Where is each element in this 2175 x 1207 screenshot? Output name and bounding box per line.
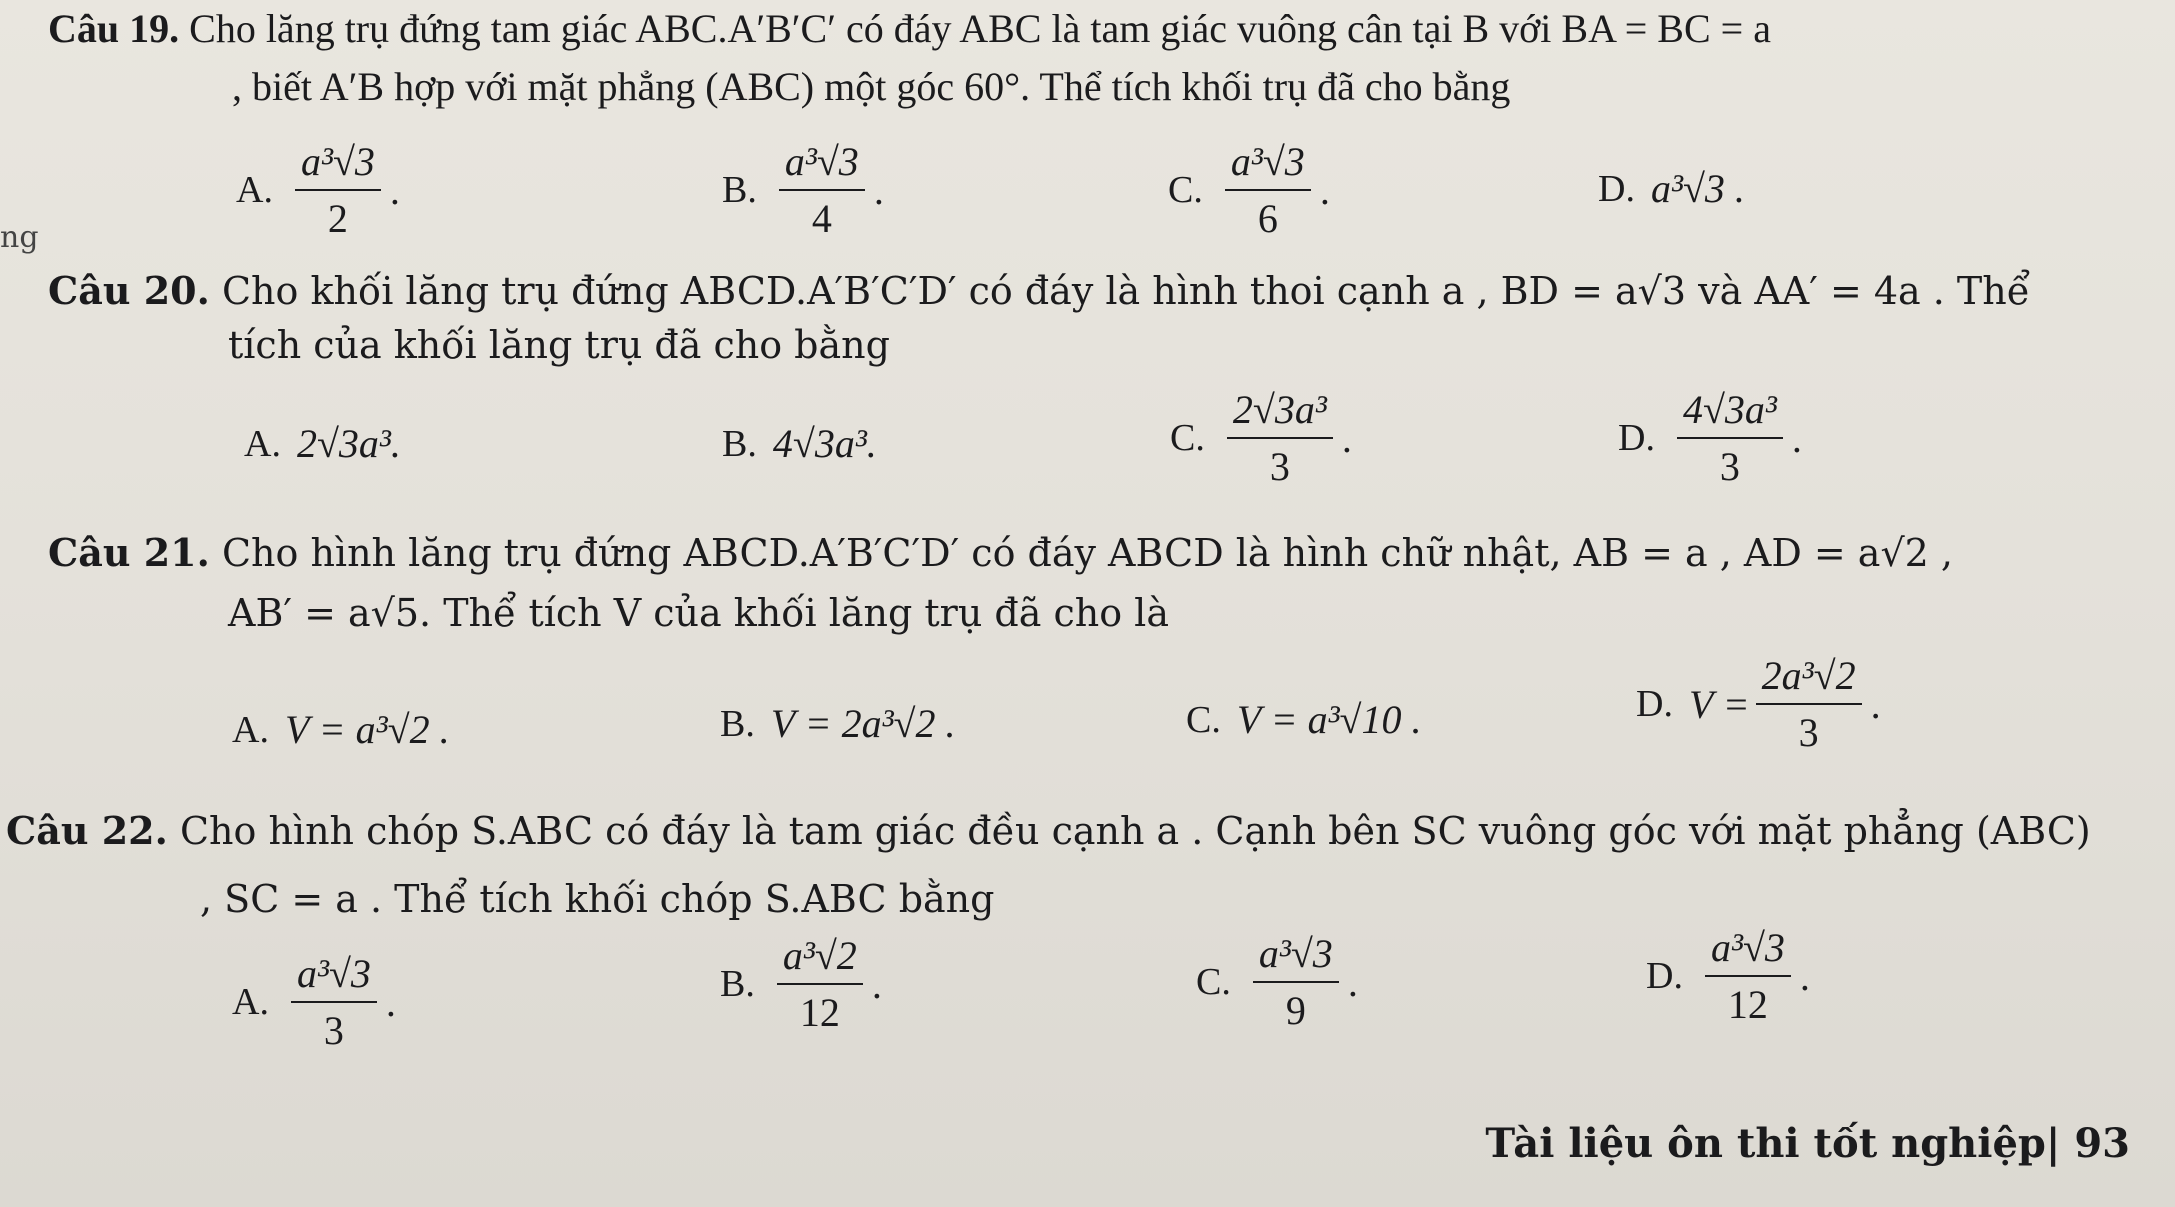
option-trail: . <box>386 979 397 1025</box>
option-label: B. <box>720 963 755 1005</box>
option-label: B. <box>722 169 757 211</box>
question-20-number: Câu 20. <box>48 268 210 313</box>
option-label: D. <box>1636 683 1673 725</box>
option-text: V = 2a³√2 . <box>770 701 956 746</box>
option-label: B. <box>722 422 757 465</box>
question-20-line-1 <box>48 268 2030 314</box>
option-prefix: V = <box>1688 681 1750 727</box>
option-label: D. <box>1598 167 1635 210</box>
question-21-text-1: Cho hình lăng trụ đứng ABCD.A′B′C′D′ có đáy ABCD là hình chữ nhật, AB = a , AD = a√2 , <box>221 531 1953 575</box>
question-21-line-2 <box>228 590 1169 636</box>
question-21-text-2: AB′ = a√5. Thể tích V của khối lăng trụ đã cho là <box>228 591 1169 635</box>
option-numerator: a³√3 <box>779 138 865 191</box>
question-19-option-d <box>1598 165 1745 212</box>
question-21-option-b <box>720 700 956 747</box>
option-text: 2√3a³. <box>296 421 401 466</box>
option-label: A. <box>244 422 281 465</box>
option-denominator: 3 <box>323 1008 344 1053</box>
option-text: V = a³√2 . <box>284 707 450 752</box>
question-19-option-b <box>722 138 885 242</box>
option-trail: . <box>1342 415 1353 461</box>
option-text: 4√3a³. <box>772 421 877 466</box>
option-denominator: 2 <box>327 196 348 241</box>
option-denominator: 3 <box>1798 710 1819 755</box>
option-label: A. <box>236 169 273 211</box>
question-21-option-d <box>1636 652 1882 756</box>
option-numerator: a³√3 <box>1253 930 1339 983</box>
option-denominator: 9 <box>1285 988 1306 1033</box>
question-19-line-2 <box>232 64 1510 110</box>
option-denominator: 3 <box>1719 444 1740 489</box>
option-numerator: 2√3a³ <box>1227 386 1333 439</box>
margin-mark: ng <box>0 220 39 255</box>
option-label: D. <box>1618 417 1655 459</box>
question-22-text-2: , SC = a . Thể tích khối chóp S.ABC bằng <box>200 877 995 921</box>
option-trail: . <box>1320 167 1331 213</box>
question-20-option-c <box>1170 386 1353 490</box>
option-numerator: 4√3a³ <box>1677 386 1783 439</box>
option-label: D. <box>1646 955 1683 997</box>
option-trail: . <box>1792 415 1803 461</box>
question-21-line-1 <box>48 530 1953 576</box>
question-20-text-1: Cho khối lăng trụ đứng ABCD.A′B′C′D′ có đáy là hình thoi cạnh a , BD = a√3 và AA′ = 4a . Thể <box>221 269 2031 313</box>
option-label: B. <box>720 702 755 745</box>
option-denominator: 12 <box>1727 982 1768 1027</box>
question-22-option-b <box>720 932 883 1036</box>
question-19-text-2: , biết A′B hợp với mặt phẳng (ABC) một góc 60°. Thể tích khối trụ đã cho bằng <box>232 64 1511 109</box>
question-20-line-2 <box>228 322 890 368</box>
option-denominator: 4 <box>811 196 832 241</box>
question-20-option-b <box>722 420 877 467</box>
question-20-text-2: tích của khối lăng trụ đã cho bằng <box>228 323 890 367</box>
option-label: C. <box>1186 698 1221 741</box>
option-trail: . <box>1800 953 1811 999</box>
question-21-option-a <box>232 706 450 753</box>
option-numerator: 2a³√2 <box>1756 652 1862 705</box>
option-text: V = a³√10 . <box>1236 697 1422 742</box>
option-trail: . <box>1871 681 1882 727</box>
question-20-option-a <box>244 420 401 467</box>
option-denominator: 3 <box>1269 444 1290 489</box>
question-22-option-a <box>232 950 397 1054</box>
option-numerator: a³√2 <box>777 932 863 985</box>
option-trail: . <box>874 167 885 213</box>
option-trail: . <box>1348 959 1359 1005</box>
option-label: C. <box>1196 961 1231 1003</box>
question-21-number: Câu 21. <box>48 530 210 575</box>
option-numerator: a³√3 <box>295 138 381 191</box>
question-19-line-1 <box>48 6 1771 52</box>
option-label: C. <box>1168 169 1203 211</box>
option-label: C. <box>1170 417 1205 459</box>
question-22-number: Câu 22. <box>6 808 168 853</box>
option-numerator: a³√3 <box>1225 138 1311 191</box>
question-19-option-a <box>236 138 401 242</box>
option-trail: . <box>872 961 883 1007</box>
option-label: A. <box>232 708 269 751</box>
question-22-option-c <box>1196 930 1359 1034</box>
option-numerator: a³√3 <box>291 950 377 1003</box>
question-22-text-1: Cho hình chóp S.ABC có đáy là tam giác đều cạnh a . Cạnh bên SC vuông góc với mặt phẳng (ABC) <box>179 809 2091 853</box>
option-denominator: 6 <box>1257 196 1278 241</box>
option-trail: . <box>390 167 401 213</box>
question-22-option-d <box>1646 924 1811 1028</box>
option-text: a³√3 . <box>1650 166 1745 211</box>
page-footer: Tài liệu ôn thi tốt nghiệp| 93 <box>1485 1120 2130 1167</box>
option-label: A. <box>232 981 269 1023</box>
question-19-text-1: Cho lăng trụ đứng tam giác ABC.A′B′C′ có đáy ABC là tam giác vuông cân tại B với BA = BC = a <box>189 6 1771 51</box>
question-21-option-c <box>1186 696 1422 743</box>
question-22-line-1 <box>6 808 2091 854</box>
question-20-option-d <box>1618 386 1803 490</box>
option-denominator: 12 <box>799 990 840 1035</box>
option-numerator: a³√3 <box>1705 924 1791 977</box>
question-19-number: Câu 19. <box>48 6 180 51</box>
question-22-line-2 <box>200 876 994 922</box>
question-19-option-c <box>1168 138 1331 242</box>
